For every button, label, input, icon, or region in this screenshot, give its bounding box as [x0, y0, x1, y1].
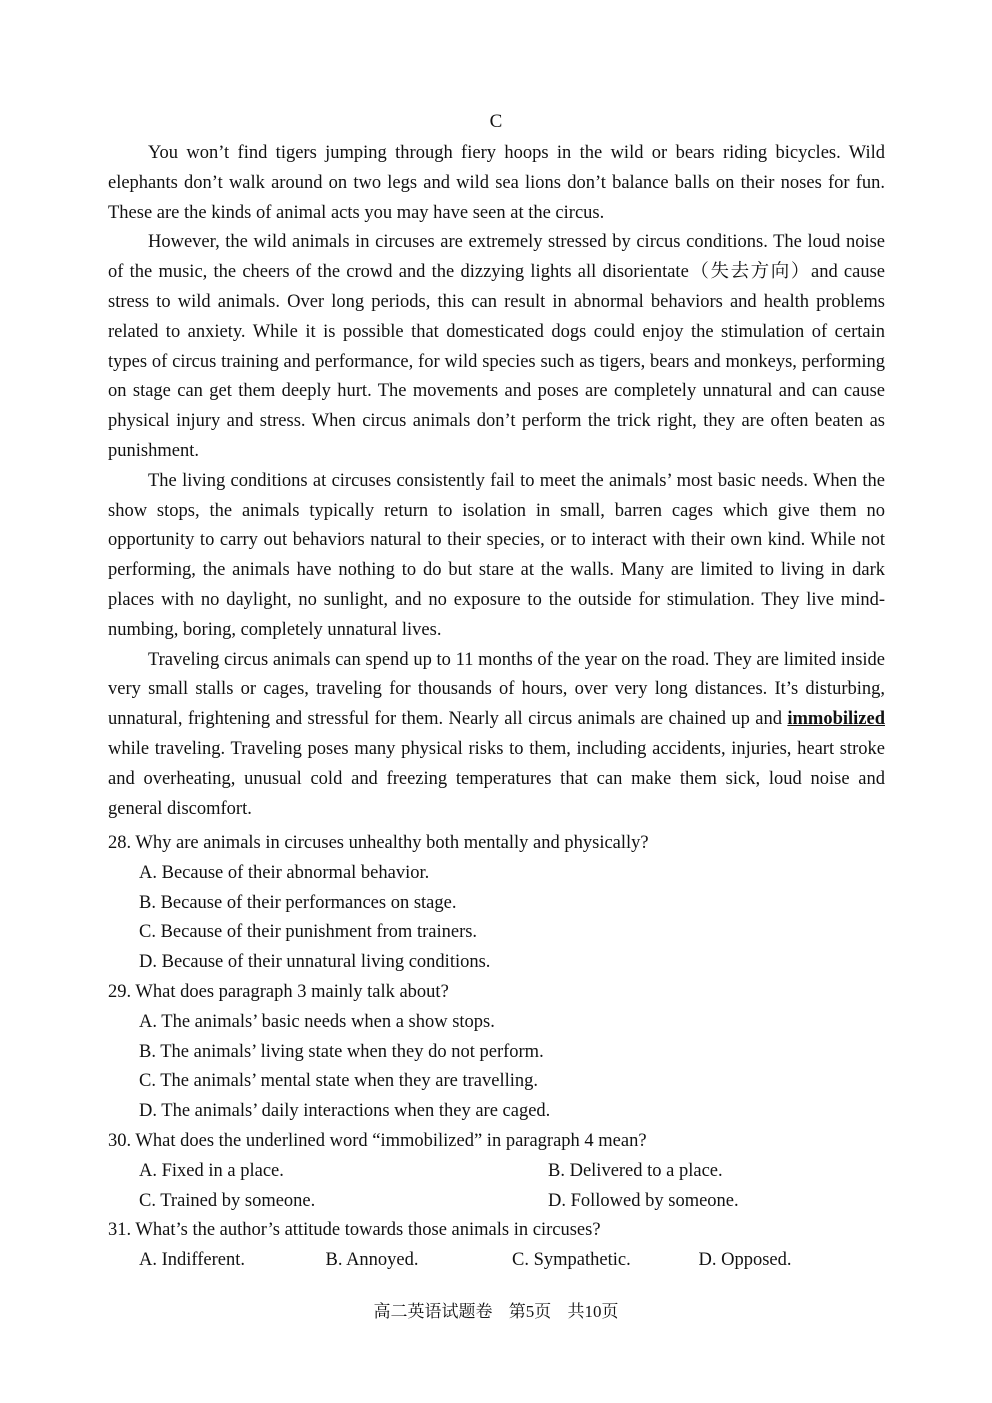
paragraph-3: The living conditions at circuses consistently fail to meet the animals’ most basic needs. When the show stops, the animals typically return to isolation in small, barren cages which give them no opportunity to carry out behaviors natural to their species, or to interact with their own kind. While not performing, the animals have nothing to do but stare at the walls. Many are limited to living in dark places with no daylight, no sunlight, and no exposure to the outside for stimulation. They live mind-numbing, boring, completely unnatural lives.	[108, 470, 885, 640]
question-28	[108, 829, 885, 978]
question-29	[108, 978, 885, 1127]
question-29-option-a: A. The animals’ basic needs when a show stops.	[139, 1011, 495, 1032]
question-30-options-row-2	[108, 1187, 885, 1217]
footer-exam-title: 高二英语试题卷	[373, 1302, 493, 1321]
question-list	[108, 829, 885, 1276]
question-28-option-b: B. Because of their performances on stage.	[139, 892, 457, 913]
question-29-option-c: C. The animals’ mental state when they are travelling.	[139, 1071, 538, 1092]
paragraph-4-text-before: Traveling circus animals can spend up to 11 months of the year on the road. They are limited inside very small stalls or cages, traveling for thousands of hours, over very long distances. It’s disturbing, unnatural, frightening and stressful for them. Nearly all circus animals are chained up and	[108, 649, 885, 730]
question-31-option-a: A. Indifferent.	[139, 1250, 245, 1271]
question-31	[108, 1216, 885, 1276]
question-28-option-c: C. Because of their punishment from trainers.	[139, 922, 478, 943]
question-28-stem: 28. Why are animals in circuses unhealthy both mentally and physically?	[108, 833, 649, 853]
question-28-option-d: D. Because of their unnatural living conditions.	[139, 952, 491, 973]
paragraph-4	[108, 646, 885, 825]
question-31-option-d: D. Opposed.	[698, 1250, 792, 1271]
question-30	[108, 1127, 885, 1216]
reading-passage	[108, 139, 885, 824]
footer-page-number: 第5页	[508, 1302, 552, 1321]
question-30-options-row-1	[108, 1157, 885, 1187]
question-30-option-a: A. Fixed in a place.	[139, 1160, 284, 1181]
paragraph-2: However, the wild animals in circuses are extremely stressed by circus conditions. The loud noise of the music, the cheers of the crowd and the dizzying lights all disorientate（失去方向）and cause stress to wild animals. Over long periods, this can result in abnormal behaviors and health problems related to anxiety. While it is possible that domesticated dogs could enjoy the stimulation of certain types of circus training and performance, for wild species such as tigers, bears and monkeys, performing on stage can get them deeply hurt. The movements and poses are completely unnatural and can cause physical injury and stress. When circus animals don’t perform the trick right, they are often beaten as punishment.	[108, 232, 885, 461]
question-29-option-d: D. The animals’ daily interactions when they are caged.	[139, 1101, 551, 1122]
footer-total-pages: 共10页	[567, 1302, 619, 1321]
question-28-option-a: A. Because of their abnormal behavior.	[139, 862, 430, 883]
page-footer	[0, 1301, 992, 1323]
question-30-option-d: D. Followed by someone.	[548, 1190, 739, 1211]
question-31-option-c: C. Sympathetic.	[512, 1250, 631, 1271]
section-heading: C	[489, 111, 503, 132]
question-30-option-c: C. Trained by someone.	[139, 1190, 316, 1211]
question-30-stem: 30. What does the underlined word “immobilized” in paragraph 4 mean?	[108, 1130, 647, 1151]
underlined-keyword: immobilized	[787, 709, 885, 730]
question-31-option-b: B. Annoyed.	[325, 1250, 419, 1271]
question-29-option-b: B. The animals’ living state when they do not perform.	[139, 1041, 544, 1062]
paragraph-1: You won’t find tigers jumping through fiery hoops in the wild or bears riding bicycles. Wild elephants don’t walk around on two legs and wild sea lions don’t balance balls on their noses for fun. These are the kinds of animal acts you may have seen at the circus.	[108, 143, 885, 223]
question-30-option-b: B. Delivered to a place.	[548, 1160, 723, 1181]
paragraph-4-text-after: while traveling. Traveling poses many physical risks to them, including accidents, injuries, heart stroke and overheating, unusual cold and freezing temperatures that can make them sick, loud noise and general discomfort.	[108, 738, 885, 819]
question-29-stem: 29. What does paragraph 3 mainly talk about?	[108, 981, 449, 1002]
question-31-stem: 31. What’s the author’s attitude towards those animals in circuses?	[108, 1220, 601, 1241]
question-31-options-row	[108, 1246, 885, 1276]
